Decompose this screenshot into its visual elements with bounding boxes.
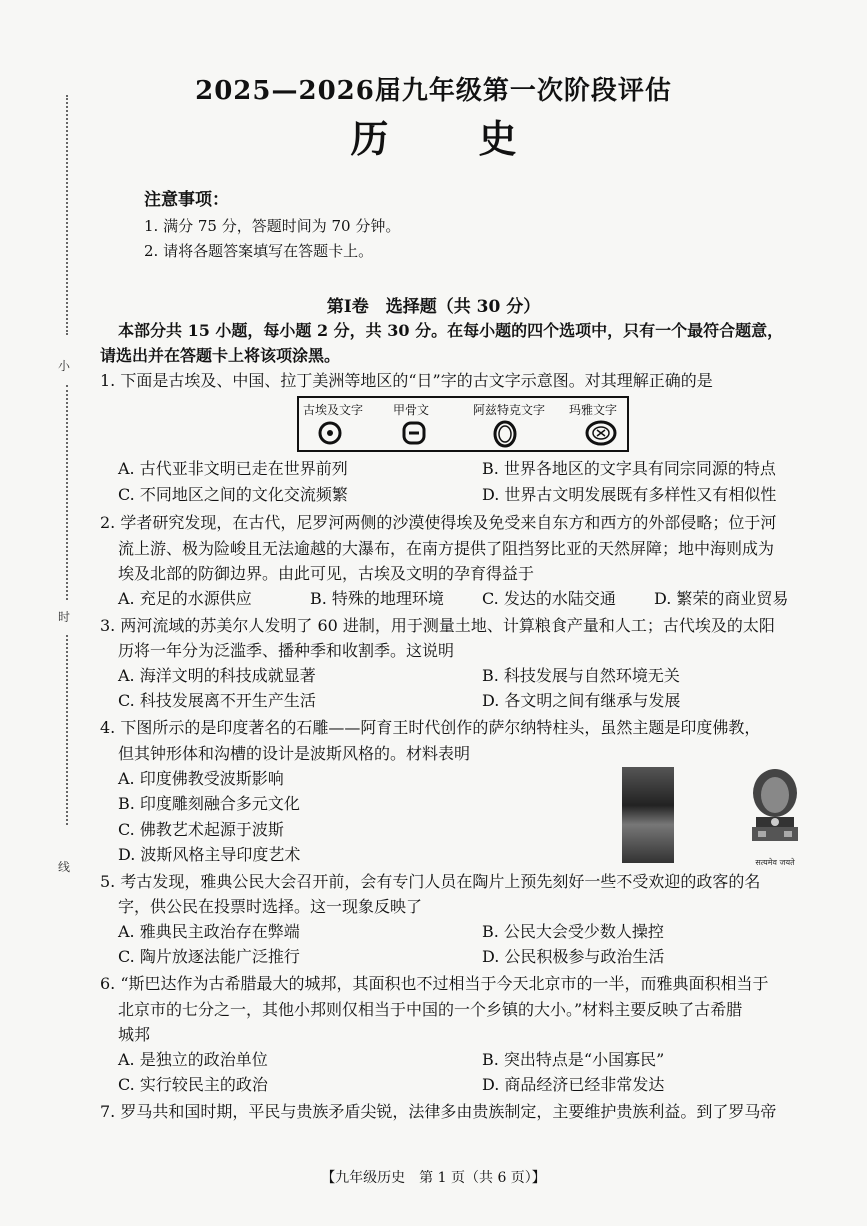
option: C. 不同地区之间的文化交流频繁 xyxy=(118,485,348,504)
option: B. 公民大会受少数人操控 xyxy=(482,922,664,941)
question-2-stem: 流上游、极为险峻且无法逾越的大瀑布，在南方提供了阻挡努比亚的天然屏障；地中海则成为 xyxy=(118,539,775,558)
question-3-stem: 3. 两河流域的苏美尔人发明了 60 进制，用于测量土地、计算粮食产量和人工；古代埃及的太阳 xyxy=(100,616,775,635)
binding-line-bottom xyxy=(66,635,68,825)
option: C. 科技发展离不开生产生活 xyxy=(118,691,316,710)
question-1-stem: 1. 下面是古埃及、中国、拉丁美洲等地区的“日”字的古文字示意图。对其理解正确的是 xyxy=(100,371,713,390)
option: A. 雅典民主政治存在弊端 xyxy=(118,922,300,941)
option: C. 实行较民主的政治 xyxy=(118,1075,268,1094)
oracle-bone-sun-glyph-icon xyxy=(401,420,427,446)
glyph-label: 阿兹特克文字 xyxy=(473,403,546,417)
note-item: 1. 满分 75 分，答题时间为 70 分钟。 xyxy=(144,217,401,235)
section-intro: 请选出并在答题卡上将该项涂黑。 xyxy=(100,346,341,365)
option: D. 各文明之间有继承与发展 xyxy=(482,691,681,710)
question-2-stem: 2. 学者研究发现，在古代，尼罗河两侧的沙漠使得埃及免受来自东方和西方的外部侵略；位于河 xyxy=(100,513,777,532)
section-heading: 第Ⅰ卷 选择题（共 30 分） xyxy=(326,297,541,317)
option: C. 发达的水陆交通 xyxy=(482,589,616,608)
egyptian-sun-glyph-icon xyxy=(317,420,343,446)
glyph-label: 玛雅文字 xyxy=(569,403,618,417)
option: A. 印度佛教受波斯影响 xyxy=(118,769,284,788)
question-4-stem: 4. 下图所示的是印度著名的石雕——阿育王时代创作的萨尔纳特柱头，虽然主题是印度佛教， xyxy=(100,718,761,737)
question-7-stem: 7. 罗马共和国时期，平民与贵族矛盾尖锐，法律多由贵族制定，主要维护贵族利益。到了罗马帝 xyxy=(100,1102,777,1121)
question-6-stem: 城邦 xyxy=(118,1025,151,1044)
option: B. 科技发展与自然环境无关 xyxy=(482,666,680,685)
section-intro: 本部分共 15 小题，每小题 2 分，共 30 分。在每小题的四个选项中，只有一个最符合题意， xyxy=(118,321,784,340)
option: D. 公民积极参与政治生活 xyxy=(482,947,665,966)
option: A. 古代亚非文明已走在世界前列 xyxy=(118,459,348,478)
option: A. 海洋文明的科技成就显著 xyxy=(118,666,316,685)
option: D. 波斯风格主导印度艺术 xyxy=(118,845,301,864)
india-emblem-icon xyxy=(742,765,808,857)
option: D. 繁荣的商业贸易 xyxy=(654,589,789,608)
question-3-stem: 历将一年分为泛滥季、播种季和收割季。这说明 xyxy=(118,641,455,660)
option: B. 突出特点是“小国寡民” xyxy=(482,1050,665,1069)
option: A. 是独立的政治单位 xyxy=(118,1050,268,1069)
question-5-stem: 字，供公民在投票时选择。这一现象反映了 xyxy=(118,897,423,916)
option: B. 世界各地区的文字具有同宗同源的特点 xyxy=(482,459,776,478)
option: C. 佛教艺术起源于波斯 xyxy=(118,820,284,839)
question-6-stem: 6. “斯巴达作为古希腊最大的城邦，其面积也不过相当于今天北京市的一半，而雅典面积相当于 xyxy=(100,974,769,993)
option: C. 陶片放逐法能广泛推行 xyxy=(118,947,300,966)
margin-char-2: 时 xyxy=(58,610,71,624)
subject-title: 历史 xyxy=(350,116,607,161)
margin-char-1: 小 xyxy=(58,359,71,373)
option: A. 充足的水源供应 xyxy=(118,589,252,608)
option: D. 商品经济已经非常发达 xyxy=(482,1075,665,1094)
sarnath-capital-photo xyxy=(622,767,674,863)
binding-line-mid xyxy=(66,385,68,600)
glyph-label: 甲骨文 xyxy=(393,403,430,417)
option: B. 印度雕刻融合多元文化 xyxy=(118,794,300,813)
question-2-stem: 埃及北部的防御边界。由此可见，古埃及文明的孕育得益于 xyxy=(118,564,535,583)
page-footer: 【九年级历史 第 1 页（共 6 页）】 xyxy=(321,1170,546,1186)
glyph-label: 古埃及文字 xyxy=(303,403,364,417)
question-6-stem: 北京市的七分之一，其他小邦则仅相当于中国的一个乡镇的大小。”材料主要反映了古希腊 xyxy=(118,1000,743,1019)
emblem-caption: सत्यमेव जयते xyxy=(755,858,795,867)
notes-heading: 注意事项： xyxy=(144,190,229,210)
maya-sun-glyph-icon xyxy=(585,420,617,448)
question-5-stem: 5. 考古发现，雅典公民大会召开前，会有专门人员在陶片上预先刻好一些不受欢迎的政客的名 xyxy=(100,872,761,891)
aztec-sun-glyph-icon xyxy=(492,420,518,450)
margin-char-3: 线 xyxy=(58,860,71,874)
option: B. 特殊的地理环境 xyxy=(310,589,444,608)
option: D. 世界古文明发展既有多样性又有相似性 xyxy=(482,485,777,504)
sun-glyph-figure xyxy=(297,396,629,452)
exam-title: 2025—2026届九年级第一次阶段评估 xyxy=(195,76,672,106)
question-4-stem: 但其钟形体和沟槽的设计是波斯风格的。材料表明 xyxy=(118,744,471,763)
note-item: 2. 请将各题答案填写在答题卡上。 xyxy=(144,242,374,260)
